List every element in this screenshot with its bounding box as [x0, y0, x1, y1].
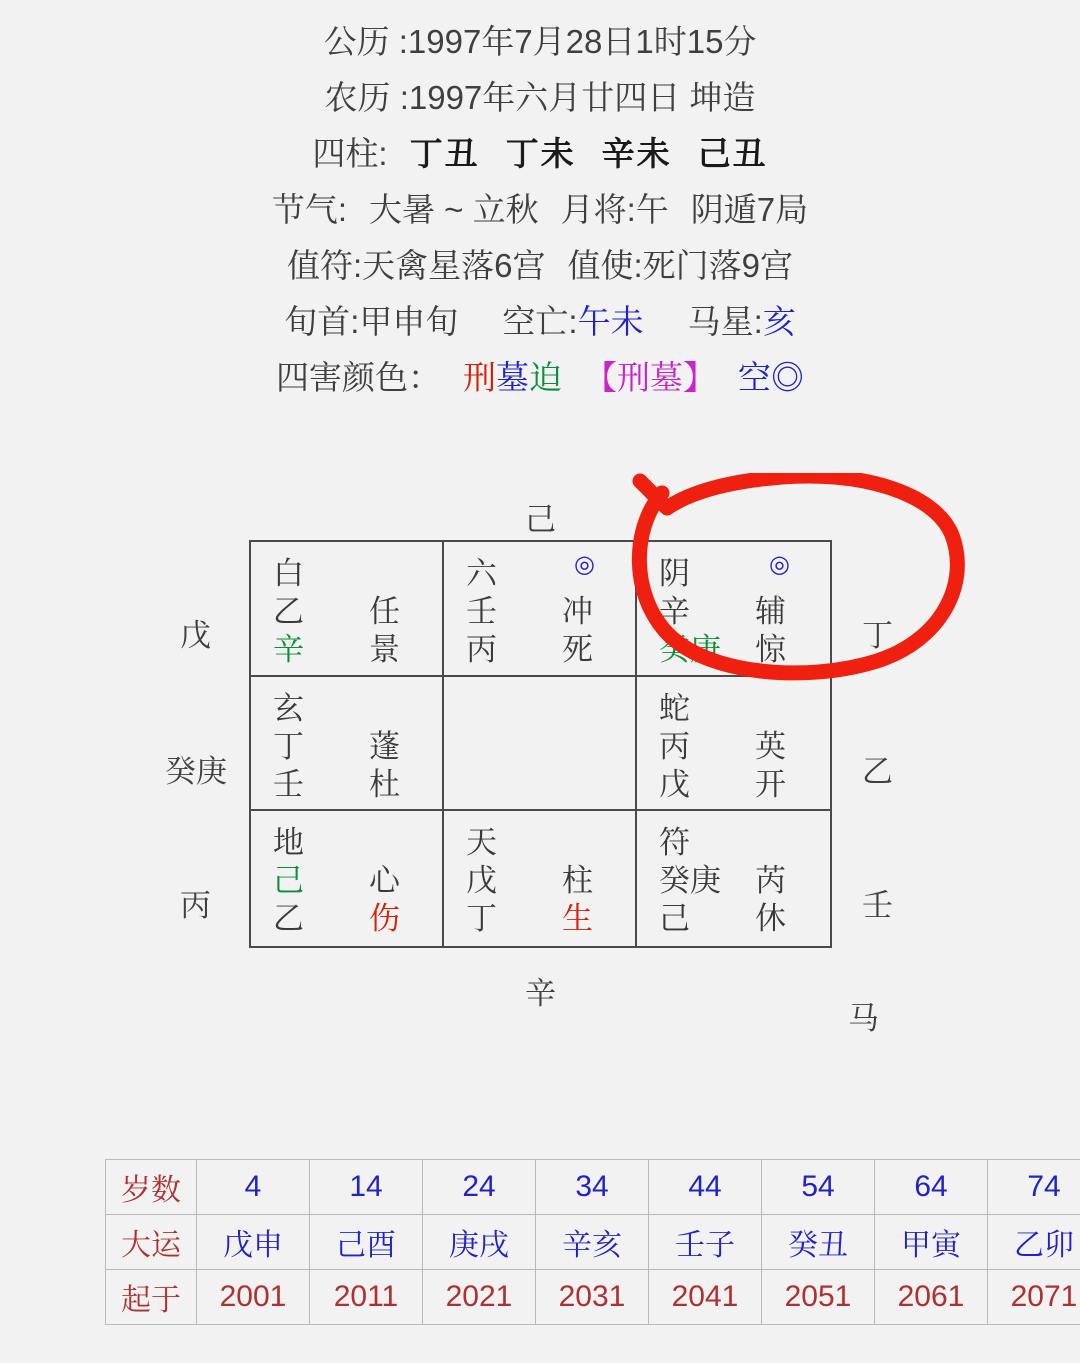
- kongwang-label: 空亡:: [502, 303, 578, 340]
- zhifu-line: [0, 238, 1080, 294]
- palace-tianpan-1: 戊: [466, 863, 497, 899]
- row-header-qiyu: 起于: [106, 1270, 197, 1325]
- solar-date-value: 1997年7月28日1时15分: [407, 23, 757, 60]
- palace-cell-4[interactable]: [251, 542, 444, 677]
- outer-label-left-mid: 癸庚: [165, 754, 227, 789]
- age-cell-3: 24: [423, 1160, 536, 1215]
- palace-god-1: 天: [466, 825, 497, 861]
- palace-star-4: 任: [369, 594, 400, 629]
- palace-star-7: 英: [755, 728, 786, 764]
- palace-god-4: 白: [273, 556, 304, 591]
- palace-cell-2[interactable]: [637, 542, 830, 677]
- dayun-cell-2: 己酉: [310, 1215, 423, 1270]
- palace-door-2: 惊: [755, 632, 786, 667]
- maxing-value: 亥: [762, 303, 796, 340]
- age-cell-8: 74: [988, 1160, 1080, 1215]
- dayun-cell-3: 庚戌: [423, 1215, 536, 1270]
- dayun-cell-5: 壬子: [649, 1215, 762, 1270]
- sihai-kong: 空: [738, 359, 771, 396]
- ma-star-marker: 马: [848, 1001, 879, 1036]
- palace-dipan-1: 丁: [466, 901, 497, 937]
- dayun-cell-6: 癸丑: [762, 1215, 875, 1270]
- palace-star-1: 柱: [562, 863, 593, 899]
- lunar-date-line: [0, 70, 1080, 126]
- pillar-year: 丁丑: [409, 135, 480, 172]
- row-header-dayun: 大运: [106, 1215, 197, 1270]
- palace-god-7: 蛇: [659, 690, 690, 726]
- palace-god-3: 玄: [273, 690, 304, 726]
- palace-tianpan-9: 壬: [466, 594, 497, 629]
- palace-god-6: 符: [659, 825, 690, 861]
- sihai-color-line: [0, 350, 1080, 406]
- sihai-po: 迫: [529, 359, 562, 396]
- palace-god-9: 六: [466, 556, 497, 591]
- kongwang-value: 午未: [577, 303, 644, 340]
- outer-label-right-bottom: 壬: [862, 888, 893, 923]
- palace-dipan-3: 壬: [273, 766, 304, 802]
- lunar-date-label: 农历 :: [324, 79, 409, 116]
- maxing-label: 马星:: [687, 303, 763, 340]
- jieqi-label: 节气:: [271, 191, 348, 228]
- yuejiang-label: 月将:: [560, 191, 636, 228]
- qiyu-cell-6: 2051: [762, 1270, 875, 1325]
- palace-god-2: 阴: [659, 556, 690, 591]
- xunshou-label: 旬首:: [284, 303, 360, 340]
- palace-cell-6[interactable]: [637, 811, 830, 946]
- palace-dipan-6: 己: [659, 901, 690, 937]
- xunshou-line: [0, 294, 1080, 350]
- palace-door-6: 休: [755, 901, 786, 937]
- palace-tianpan-2: 辛: [659, 594, 690, 629]
- palace-dipan-8: 乙: [273, 901, 304, 937]
- row-header-age: 岁数: [106, 1160, 197, 1215]
- age-cell-5: 44: [649, 1160, 762, 1215]
- qiyu-cell-7: 2061: [875, 1270, 988, 1325]
- palace-door-1: 生: [562, 901, 593, 937]
- palace-cell-5[interactable]: [444, 677, 637, 812]
- qimen-chart: [0, 488, 1080, 1048]
- qiyu-cell-1: 2001: [197, 1270, 310, 1325]
- age-cell-6: 54: [762, 1160, 875, 1215]
- dayun-cell-4: 辛亥: [536, 1215, 649, 1270]
- palace-mark-2: ◎: [769, 551, 790, 578]
- age-cell-1: 4: [197, 1160, 310, 1215]
- outer-label-right-mid: 乙: [862, 754, 893, 789]
- luck-cycle-table: [105, 1159, 1080, 1325]
- solar-date-label: 公历 :: [323, 23, 408, 60]
- palace-door-7: 开: [755, 766, 786, 802]
- table-row: [106, 1160, 1080, 1215]
- palace-star-3: 蓬: [369, 728, 400, 764]
- palace-cell-7[interactable]: [637, 677, 830, 812]
- palace-tianpan-4: 乙: [273, 594, 304, 629]
- zhishi-value: 死门落9宫: [642, 247, 794, 284]
- jieqi-line: [0, 182, 1080, 238]
- zhishi-label: 值使:: [567, 247, 643, 284]
- sihai-xingmu: 【刑墓】: [584, 359, 716, 396]
- xunshou-value: 甲申旬: [359, 303, 459, 340]
- lunar-date-value: 1997年六月廿四日 坤造: [408, 79, 756, 116]
- palace-tianpan-8: 己: [273, 863, 304, 899]
- palace-god-8: 地: [273, 825, 304, 861]
- table-row: [106, 1215, 1080, 1270]
- palace-tianpan-6: 癸庚: [659, 863, 721, 899]
- age-cell-2: 14: [310, 1160, 423, 1215]
- zhifu-label: 值符:: [286, 247, 363, 284]
- palace-star-2: 辅: [755, 594, 786, 629]
- outer-label-left-bottom: 丙: [180, 888, 211, 923]
- zhifu-value: 天禽星落6宫: [362, 247, 546, 284]
- sihai-mu: 墓: [496, 359, 529, 396]
- yuejiang-value: 午: [635, 191, 669, 228]
- qiyu-cell-2: 2011: [310, 1270, 423, 1325]
- palace-dipan-9: 丙: [466, 632, 497, 667]
- outer-label-bottom: 辛: [525, 976, 556, 1011]
- outer-label-left-top: 戊: [180, 618, 211, 653]
- palace-tianpan-3: 丁: [273, 728, 304, 764]
- qiyu-cell-3: 2021: [423, 1270, 536, 1325]
- palace-dipan-4: 辛: [273, 632, 304, 667]
- palace-cell-9[interactable]: [444, 542, 637, 677]
- nine-palace-grid: [249, 540, 832, 948]
- palace-star-9: 冲: [562, 594, 593, 629]
- dayun-cell-8: 乙卯: [988, 1215, 1080, 1270]
- qiyu-cell-8: 2071: [988, 1270, 1080, 1325]
- solar-date-line: [0, 14, 1080, 70]
- qiyu-cell-4: 2031: [536, 1270, 649, 1325]
- sihai-label: 四害颜色：: [276, 359, 441, 396]
- four-pillars-line: [0, 126, 1080, 182]
- dun-value: 阴遁7局: [690, 191, 809, 228]
- table-row: [106, 1270, 1080, 1325]
- dayun-cell-1: 戊申: [197, 1215, 310, 1270]
- dayun-cell-7: 甲寅: [875, 1215, 988, 1270]
- palace-dipan-2: 癸庚: [659, 632, 721, 667]
- kong-mark-icon: ◎: [771, 359, 804, 396]
- four-pillars-label: 四柱:: [312, 135, 388, 172]
- palace-cell-3[interactable]: [251, 677, 444, 812]
- palace-cell-8[interactable]: [251, 811, 444, 946]
- outer-label-top: 己: [525, 502, 556, 537]
- qiyu-cell-5: 2041: [649, 1270, 762, 1325]
- palace-cell-1[interactable]: [444, 811, 637, 946]
- palace-door-8: 伤: [369, 901, 400, 937]
- palace-door-3: 杜: [369, 766, 400, 802]
- outer-label-right-top: 丁: [862, 618, 893, 653]
- palace-star-6: 芮: [755, 863, 786, 899]
- palace-star-8: 心: [369, 863, 400, 899]
- pillar-month: 丁未: [505, 135, 576, 172]
- pillar-hour: 己丑: [697, 135, 768, 172]
- jieqi-value: 大暑 ~ 立秋: [369, 191, 539, 228]
- palace-tianpan-7: 丙: [659, 728, 690, 764]
- pillar-day: 辛未: [601, 135, 672, 172]
- age-cell-4: 34: [536, 1160, 649, 1215]
- palace-door-4: 景: [369, 632, 400, 667]
- birth-info-block: [0, 0, 1080, 406]
- palace-dipan-7: 戊: [659, 766, 690, 802]
- age-cell-7: 64: [875, 1160, 988, 1215]
- sihai-xing: 刑: [463, 359, 496, 396]
- palace-mark-9: ◎: [574, 551, 595, 578]
- palace-door-9: 死: [562, 632, 593, 667]
